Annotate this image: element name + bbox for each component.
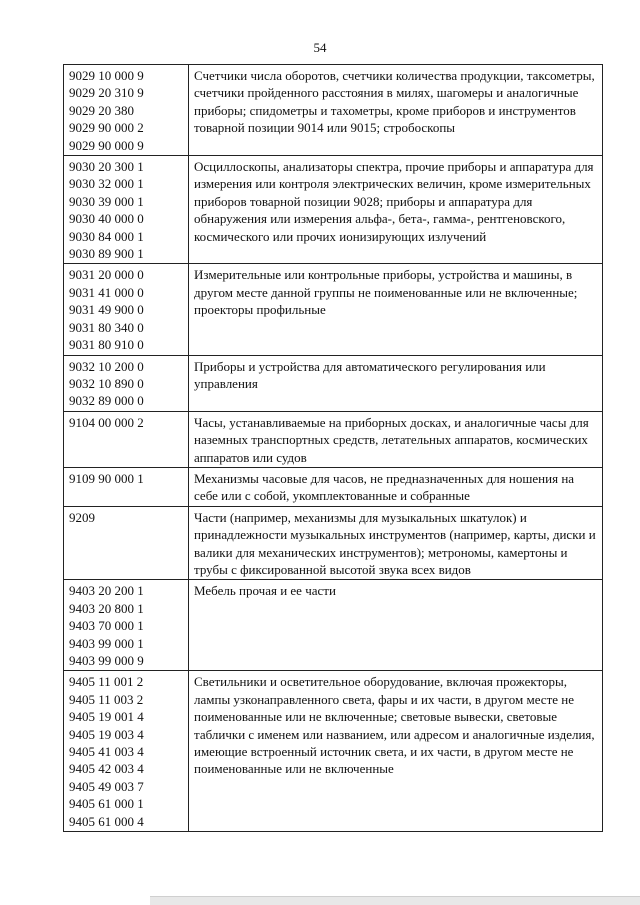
tnved-code: 9403 20 200 1 <box>69 583 144 599</box>
tnved-code: 9104 00 000 2 <box>69 414 144 430</box>
table-row <box>64 506 603 580</box>
tnved-code: 9030 89 900 1 <box>69 246 144 262</box>
table-row <box>64 65 603 156</box>
description-cell <box>189 355 603 411</box>
tnved-code: 9405 19 003 4 <box>69 726 144 742</box>
code-cell <box>64 355 189 411</box>
tnved-code: 9403 20 800 1 <box>69 600 144 616</box>
tnved-code: 9405 61 000 4 <box>69 813 144 829</box>
description-cell <box>189 156 603 264</box>
tnved-code: 9031 41 000 0 <box>69 284 144 300</box>
tnved-code: 9031 20 000 0 <box>69 267 144 283</box>
table-row <box>64 411 603 467</box>
product-description: Мебель прочая и ее части <box>194 583 336 599</box>
table-row <box>64 264 603 355</box>
tnved-code: 9405 11 001 2 <box>69 674 144 690</box>
tnved-code: 9032 10 200 0 <box>69 358 144 374</box>
tnved-code: 9405 61 000 1 <box>69 796 144 812</box>
code-cell <box>64 467 189 506</box>
code-cell <box>64 671 189 832</box>
tnved-code: 9030 20 300 1 <box>69 159 144 175</box>
table-row <box>64 467 603 506</box>
table-row <box>64 671 603 832</box>
tnved-code: 9032 10 890 0 <box>69 375 144 391</box>
scan-edge-shadow <box>150 896 640 905</box>
tnved-code: 9032 89 000 0 <box>69 393 144 409</box>
tnved-code: 9403 99 000 9 <box>69 653 144 668</box>
tnved-code: 9405 41 003 4 <box>69 744 144 760</box>
tnved-code: 9031 80 910 0 <box>69 337 144 353</box>
tnved-code: 9030 84 000 1 <box>69 228 144 244</box>
product-description: Осциллоскопы, анализаторы спектра, прочие приборы и аппаратура для измерения или контроля электрических величин, кроме измерительных приборов товарной позиции 9028; приборы и аппаратура для обнаружения или измерения альфа-, бета-, гамма-, рентгеновского, космического или прочих ионизирующих излучений <box>194 159 594 244</box>
description-cell <box>189 506 603 580</box>
tnved-code: 9403 70 000 1 <box>69 618 144 634</box>
description-cell <box>189 65 603 156</box>
tnved-code-table <box>63 64 603 832</box>
tnved-code: 9403 99 000 1 <box>69 635 144 651</box>
tnved-code: 9030 40 000 0 <box>69 211 144 227</box>
product-description: Части (например, механизмы для музыкальных шкатулок) и принадлежности музыкальных инструментов (например, карты, диски и валики для механических инструментов); метрономы, камертоны и трубы с фиксированной высотой звука всех видов <box>194 509 596 577</box>
code-cell <box>64 580 189 671</box>
tnved-code: 9029 10 000 9 <box>69 68 144 83</box>
tnved-code: 9405 42 003 4 <box>69 761 144 777</box>
tnved-code: 9029 20 310 9 <box>69 85 144 101</box>
product-description: Измерительные или контрольные приборы, устройства и машины, в другом месте данной группы не поименованные или не включенные; проекторы профильные <box>194 267 578 318</box>
table-row <box>64 156 603 264</box>
product-description: Приборы и устройства для автоматического регулирования или управления <box>194 358 546 391</box>
tnved-code: 9109 90 000 1 <box>69 470 144 486</box>
tnved-code: 9029 90 000 2 <box>69 120 144 136</box>
tnved-code: 9030 32 000 1 <box>69 176 144 192</box>
code-cell <box>64 506 189 580</box>
description-cell <box>189 580 603 671</box>
code-cell <box>64 411 189 467</box>
product-description: Часы, устанавливаемые на приборных досках, и аналогичные часы для наземных транспортных средств, летательных аппаратов, космических аппаратов или судов <box>194 414 589 465</box>
description-cell <box>189 411 603 467</box>
tnved-code: 9029 90 000 9 <box>69 137 144 153</box>
description-cell <box>189 264 603 355</box>
tnved-code: 9405 19 001 4 <box>69 709 144 725</box>
tnved-code: 9031 49 900 0 <box>69 302 144 318</box>
tnved-code: 9405 11 003 2 <box>69 691 144 707</box>
tnved-code: 9405 49 003 7 <box>69 778 144 794</box>
tnved-code: 9209 <box>69 509 95 525</box>
table-row <box>64 355 603 411</box>
tnved-code: 9029 20 380 <box>69 102 134 118</box>
description-cell <box>189 671 603 832</box>
product-description: Светильники и осветительное оборудование, включая прожекторы, лампы узконаправленного света, фары и их части, в другом месте не поименованные или не включенные; световые вывески, световые таблички с именем или названием, или адресом и аналогичные изделия, имеющие встроенный источник света, и их части, в другом месте не поименованные или не включенные <box>194 674 595 777</box>
table-row <box>64 580 603 671</box>
product-description: Механизмы часовые для часов, не предназначенных для ношения на себе или с собой, укомплектованные и собранные <box>194 470 575 504</box>
page-number: 54 <box>313 40 327 55</box>
tnved-code: 9031 80 340 0 <box>69 319 144 335</box>
description-cell <box>189 467 603 506</box>
tnved-code: 9030 39 000 1 <box>69 193 144 209</box>
code-cell <box>64 65 189 156</box>
product-description: Счетчики числа оборотов, счетчики количества продукции, таксометры, счетчики пройденного расстояния в милях, шагомеры и аналогичные приборы; спидометры и тахометры, кроме приборов и инструментов товарной позиции 9014 или 9015; стробоскопы <box>194 68 595 136</box>
code-cell <box>64 156 189 264</box>
code-cell <box>64 264 189 355</box>
